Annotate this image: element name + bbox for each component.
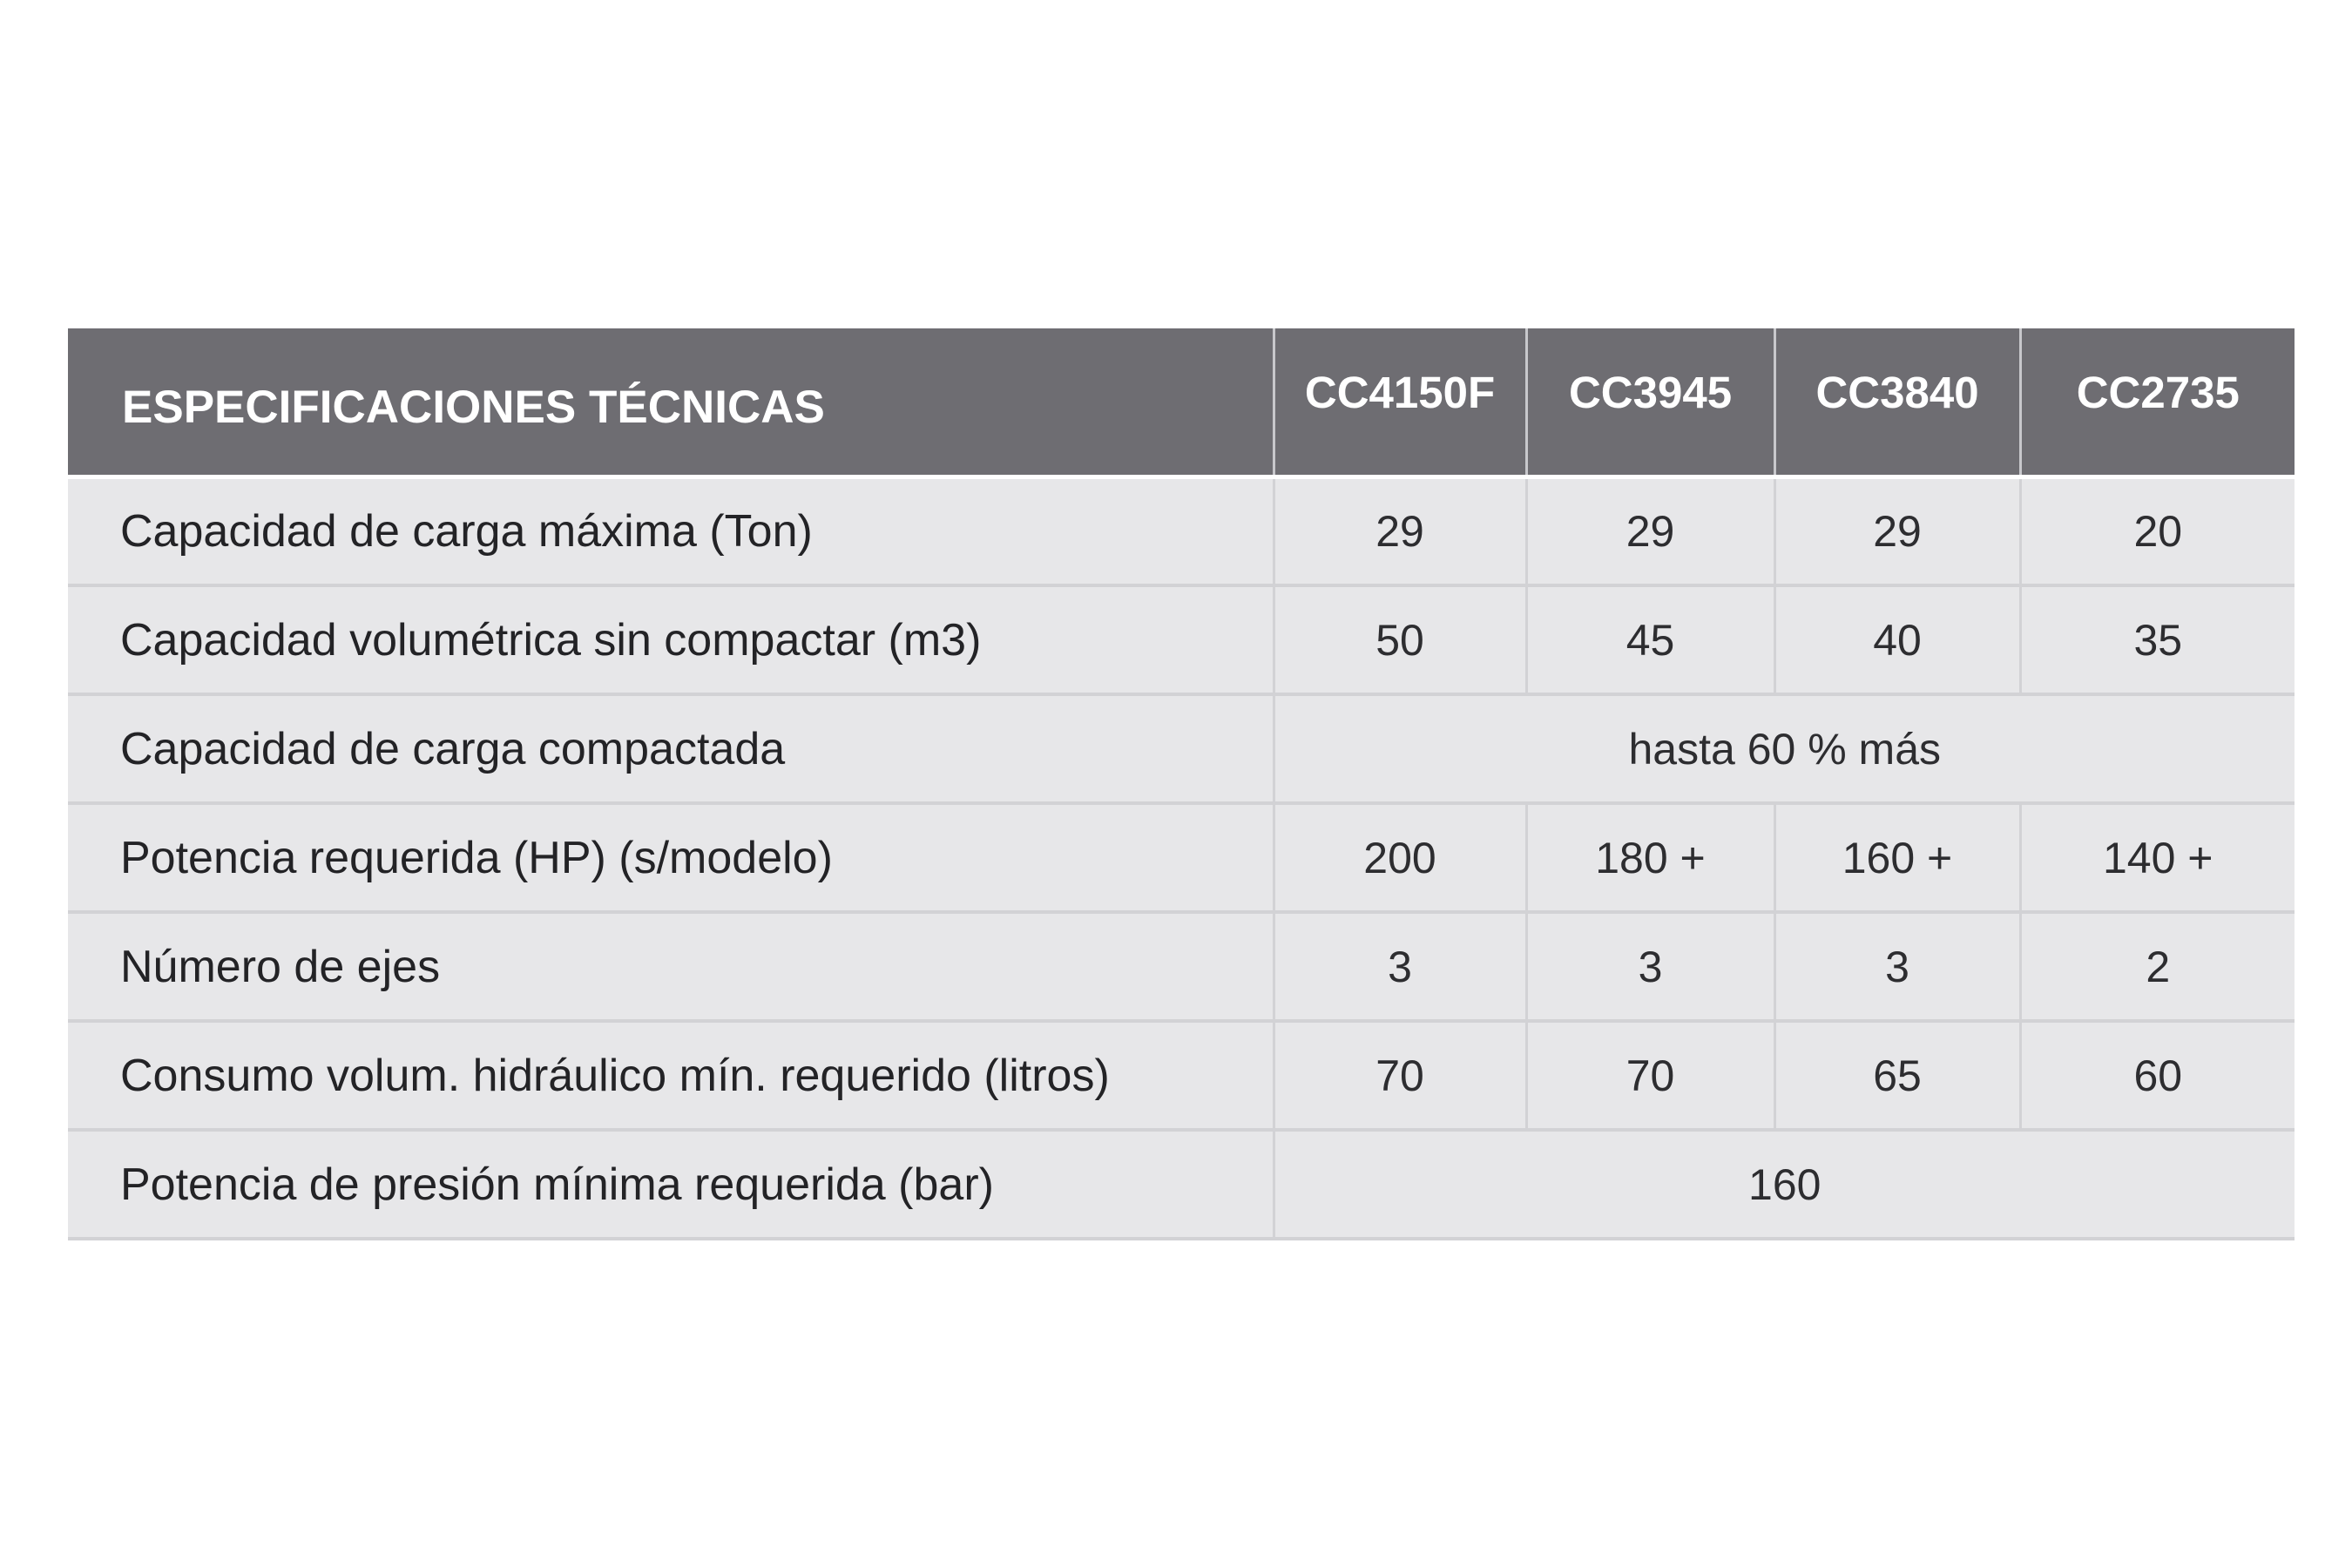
model-header-cc3945: CC3945 (1526, 328, 1774, 476)
row-value: 160 + (1774, 803, 2020, 912)
table-row (68, 585, 2295, 694)
table-row (68, 1021, 2295, 1130)
row-label: Capacidad de carga compactada (68, 694, 1274, 803)
row-value: 140 + (2020, 803, 2295, 912)
table-row (68, 694, 2295, 803)
model-header-cc2735: CC2735 (2020, 328, 2295, 476)
table-row (68, 912, 2295, 1021)
row-value: 3 (1774, 912, 2020, 1021)
model-header-cc3840: CC3840 (1774, 328, 2020, 476)
row-value: 180 + (1526, 803, 1774, 912)
row-value: 3 (1526, 912, 1774, 1021)
row-merged-value: 160 (1274, 1130, 2295, 1239)
row-merged-value: hasta 60 % más (1274, 694, 2295, 803)
specifications-table (68, 328, 2295, 1240)
row-value: 29 (1774, 476, 2020, 585)
table-row (68, 476, 2295, 585)
table-row (68, 1130, 2295, 1239)
row-value: 70 (1526, 1021, 1774, 1130)
row-value: 70 (1274, 1021, 1526, 1130)
row-value: 2 (2020, 912, 2295, 1021)
table-row (68, 803, 2295, 912)
row-value: 60 (2020, 1021, 2295, 1130)
row-value: 20 (2020, 476, 2295, 585)
row-label: Potencia de presión mínima requerida (bar) (68, 1130, 1274, 1239)
table-title: ESPECIFICACIONES TÉCNICAS (68, 328, 1274, 476)
row-value: 29 (1274, 476, 1526, 585)
row-value: 45 (1526, 585, 1774, 694)
row-value: 65 (1774, 1021, 2020, 1130)
row-value: 200 (1274, 803, 1526, 912)
model-header-cc4150f: CC4150F (1274, 328, 1526, 476)
row-label: Potencia requerida (HP) (s/modelo) (68, 803, 1274, 912)
row-label: Capacidad volumétrica sin compactar (m3) (68, 585, 1274, 694)
row-value: 50 (1274, 585, 1526, 694)
table-header-row (68, 328, 2295, 476)
row-value: 40 (1774, 585, 2020, 694)
row-label: Consumo volum. hidráulico mín. requerido (litros) (68, 1021, 1274, 1130)
row-label: Número de ejes (68, 912, 1274, 1021)
row-value: 35 (2020, 585, 2295, 694)
row-value: 29 (1526, 476, 1774, 585)
row-value: 3 (1274, 912, 1526, 1021)
row-label: Capacidad de carga máxima (Ton) (68, 476, 1274, 585)
